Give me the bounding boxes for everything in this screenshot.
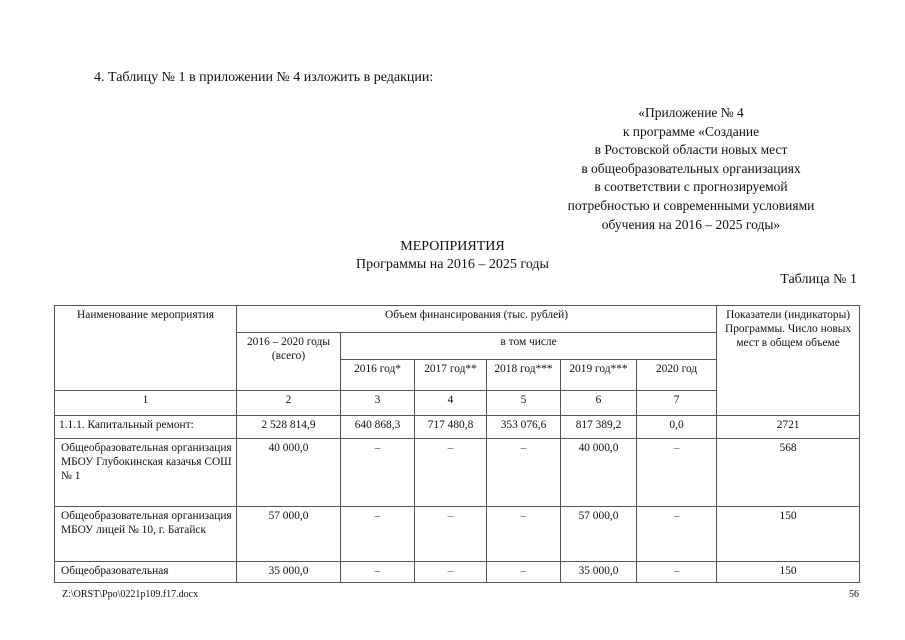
appendix-line: потребностью и современными условиями bbox=[567, 197, 815, 213]
row-value: 150 bbox=[717, 507, 860, 562]
appendix-reference bbox=[541, 104, 841, 234]
row-value: – bbox=[415, 562, 487, 583]
table-row bbox=[55, 562, 860, 583]
activities-table bbox=[54, 305, 860, 583]
footer-page-number: 56 bbox=[849, 589, 859, 600]
row-name: Общеобразовательная организация МБОУ Глубокинская казачья СОШ № 1 bbox=[55, 439, 237, 507]
row-value: 2 528 814,9 bbox=[237, 416, 341, 439]
intro-text: 4. Таблицу № 1 в приложении № 4 изложить в редакции: bbox=[94, 70, 434, 85]
row-name: Общеобразовательная организация МБОУ лицей № 10, г. Батайск bbox=[55, 507, 237, 562]
row-name: 1.1.1. Капитальный ремонт: bbox=[55, 416, 237, 439]
header-year: 2019 год*** bbox=[561, 360, 637, 391]
row-value: – bbox=[415, 439, 487, 507]
appendix-line: к программе «Создание bbox=[622, 123, 760, 139]
row-value: 817 389,2 bbox=[561, 416, 637, 439]
header-funding: Объем финансирования (тыс. рублей) bbox=[237, 306, 717, 333]
row-value: – bbox=[637, 439, 717, 507]
row-value: 57 000,0 bbox=[561, 507, 637, 562]
row-value: 717 480,8 bbox=[415, 416, 487, 439]
row-value: 2721 bbox=[717, 416, 860, 439]
row-value: – bbox=[341, 507, 415, 562]
header-year: 2016 год* bbox=[341, 360, 415, 391]
table-row bbox=[55, 416, 860, 439]
row-value: 353 076,6 bbox=[487, 416, 561, 439]
row-value: 568 bbox=[717, 439, 860, 507]
header-year: 2017 год** bbox=[415, 360, 487, 391]
appendix-line: обучения на 2016 – 2025 годы» bbox=[601, 216, 781, 232]
appendix-line: в соответствии с прогнозируемой bbox=[594, 179, 788, 195]
header-row bbox=[55, 306, 860, 333]
document-title: МЕРОПРИЯТИЯ bbox=[400, 239, 505, 254]
header-including: в том числе bbox=[341, 333, 717, 360]
row-value: – bbox=[487, 439, 561, 507]
appendix-line: в общеобразовательных организациях bbox=[581, 160, 801, 176]
row-value: – bbox=[341, 439, 415, 507]
column-number: 5 bbox=[487, 391, 561, 416]
column-number: 6 bbox=[561, 391, 637, 416]
column-number: 3 bbox=[341, 391, 415, 416]
column-number: 4 bbox=[415, 391, 487, 416]
table-row bbox=[55, 507, 860, 562]
column-number: 7 bbox=[637, 391, 717, 416]
footer-file-path: Z:\ORST\Ppo\0221p109.f17.docx bbox=[62, 589, 199, 600]
row-value: – bbox=[415, 507, 487, 562]
header-name-column: Наименование мероприятия bbox=[55, 306, 237, 391]
column-number: 1 bbox=[55, 391, 237, 416]
row-value: – bbox=[487, 562, 561, 583]
row-name: Общеобразовательная bbox=[55, 562, 237, 583]
row-value: – bbox=[637, 507, 717, 562]
document-subtitle: Программы на 2016 – 2025 годы bbox=[356, 257, 549, 272]
row-value: 640 868,3 bbox=[341, 416, 415, 439]
table-caption: Таблица № 1 bbox=[780, 272, 857, 287]
header-total-column: 2016 – 2020 годы (всего) bbox=[237, 333, 341, 391]
row-value: 40 000,0 bbox=[561, 439, 637, 507]
row-value: 40 000,0 bbox=[237, 439, 341, 507]
header-indicator-column: Показатели (индикаторы) Программы. Число новых мест в общем объеме bbox=[717, 306, 860, 416]
row-value: 35 000,0 bbox=[237, 562, 341, 583]
header-year: 2018 год*** bbox=[487, 360, 561, 391]
row-value: – bbox=[341, 562, 415, 583]
appendix-line: «Приложение № 4 bbox=[638, 105, 744, 120]
row-value: – bbox=[637, 562, 717, 583]
row-value: 57 000,0 bbox=[237, 507, 341, 562]
header-year: 2020 год bbox=[637, 360, 717, 391]
row-value: 0,0 bbox=[637, 416, 717, 439]
column-number: 2 bbox=[237, 391, 341, 416]
row-value: 150 bbox=[717, 562, 860, 583]
row-value: – bbox=[487, 507, 561, 562]
table-row bbox=[55, 439, 860, 507]
row-value: 35 000,0 bbox=[561, 562, 637, 583]
appendix-line: в Ростовской области новых мест bbox=[594, 142, 788, 158]
